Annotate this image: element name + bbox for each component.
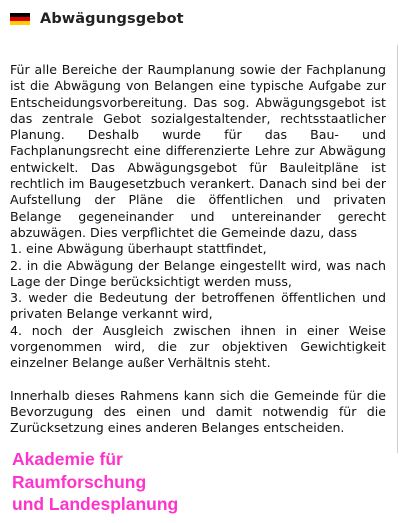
article-body	[10, 62, 386, 437]
list-item: 1. eine Abwägung überhaupt stattfindet,	[10, 241, 267, 257]
germany-flag-icon	[10, 13, 30, 25]
list-item: 3. weder die Bedeutung der betroffenen öffentlichen und privaten Belange verkannt wird,	[10, 290, 386, 322]
paragraph-intro	[10, 62, 386, 372]
list-item: 4. noch der Ausgleich zwischen ihnen in einer Weise vorgenommen wird, die zur objektiven Gewichtigkeit einzelner Belange außer Verhältnis steht.	[10, 322, 386, 371]
paragraph-conclusion: Innerhalb dieses Rahmens kann sich die Gemeinde für die Bevorzugung des einen und damit notwendig für die Zurücksetzung eines anderen Belanges entscheiden.	[10, 387, 386, 436]
organization-line: und Landesplanung	[12, 494, 179, 514]
list-item: 2. in die Abwägung der Belange eingestellt wird, was nach Lage der Dinge berücksichtigt werden muss,	[10, 257, 386, 289]
paragraph-text: Für alle Bereiche der Raumplanung sowie der Fachplanung ist die Abwägung von Belangen eine typische Aufgabe zur Entscheidungsvorbereitung. Das sog. Abwägungsgebot ist das zentrale Gebot sozialgestaltender, rechtsstaatlicher Planung. Deshalb wurde für das Bau- und Fachplanungsrecht eine differenzierte Lehre zur Abwägung entwickelt. Das Abwägungsgebot für Bauleitpläne ist rechtlich im Baugesetzbuch verankert. Danach sind bei der Aufstellung der Pläne die öffentlichen und privaten Belange gegeneinander und untereinander gerecht abzuwägen. Dies verpflichtet die Gemeinde dazu, dass	[10, 62, 386, 240]
header	[10, 11, 184, 27]
page-title: Abwägungsgebot	[40, 11, 184, 27]
divider	[397, 45, 398, 453]
organization-name	[12, 448, 178, 516]
organization-line: Raumforschung	[12, 471, 147, 492]
organization-line: Akademie für	[12, 449, 123, 469]
